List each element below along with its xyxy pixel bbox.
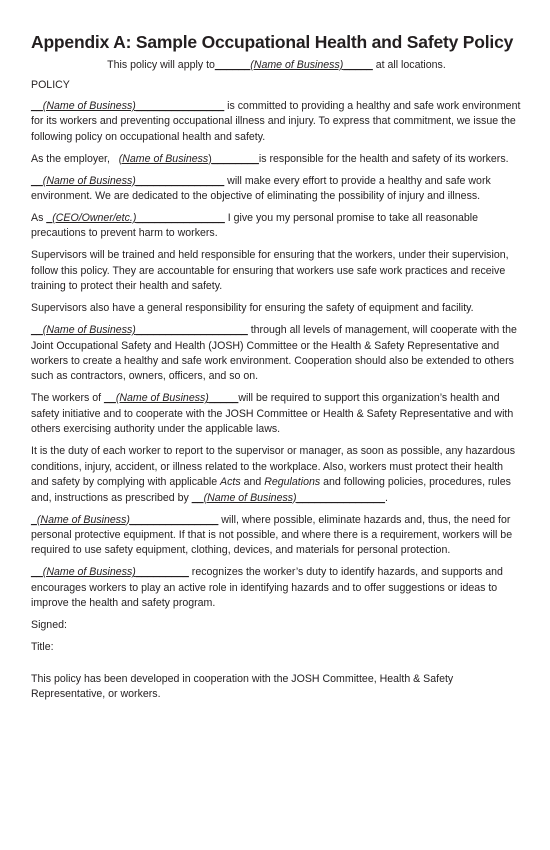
paragraph-text: is committed to providing a healthy and safe work environment for its workers and preventing occupational illness and injury. To express that commitment, we issue the following policy on occupational health and safety. <box>31 99 521 143</box>
paragraph-text: will, where possible, eliminate hazards and, thus, the need for personal protective equipment. If that is not possible, and where there is a requirement, workers will be required to use safety equipment, clothing, devices, and materials for personal protection. <box>31 513 513 557</box>
blank-line: ___________________ <box>135 324 248 337</box>
paragraph-text: and following policies, procedures, rules and, instructions as prescribed by <box>31 476 511 504</box>
blank-placeholder: (Name of Business) <box>250 59 344 71</box>
blank-line: _______________ <box>136 212 225 225</box>
policy-paragraph-2 <box>31 152 522 167</box>
business-name-blank <box>215 59 373 71</box>
paragraph-text: is responsible for the health and safety of its workers. <box>258 152 509 165</box>
blank-placeholder: (Name of Business) <box>115 392 209 405</box>
intro-text: at all locations. <box>372 59 446 71</box>
business-name-blank <box>31 566 189 578</box>
paragraph-text: As <box>31 212 47 225</box>
blank-placeholder: (Name of Business) <box>42 566 136 579</box>
paragraph-text: and <box>240 476 265 489</box>
business-name-blank <box>119 153 259 165</box>
blank-line: ______ <box>214 59 251 71</box>
document-title: Appendix A: Sample Occupational Health and Safety Policy <box>31 32 514 52</box>
blank-line: ________ <box>211 152 259 165</box>
business-name-blank <box>192 492 385 504</box>
blank-line: _____ <box>343 59 373 71</box>
blank-line: __ <box>31 174 43 187</box>
paragraph-text: The workers of <box>31 392 105 405</box>
blank-line: __ <box>191 491 204 504</box>
blank-placeholder: (Name of Business) <box>42 174 136 187</box>
regulations-term: Regulations <box>264 476 321 489</box>
blank-line: __ <box>104 392 116 405</box>
blank-line: __ <box>31 566 43 579</box>
policy-paragraph-7 <box>31 323 522 385</box>
policy-paragraph-9 <box>31 444 522 506</box>
paragraph-text: I give you my personal promise to take all reasonable precautions to prevent harm to workers. <box>31 212 479 240</box>
title-label: Title: <box>31 640 54 653</box>
blank-line: _________ <box>135 566 189 579</box>
blank-placeholder: (Name of Business) <box>42 99 136 112</box>
blank-line: _ <box>31 513 37 526</box>
blank-line: _______________ <box>296 491 385 504</box>
blank-line: ) <box>208 152 212 165</box>
intro-line <box>31 58 522 73</box>
blank-line: __ <box>31 99 43 112</box>
blank-placeholder: (Name of Business <box>118 152 209 165</box>
policy-paragraph-4 <box>31 211 522 242</box>
paragraph-text: As the employer, <box>31 152 119 165</box>
owner-name-blank <box>46 212 224 224</box>
business-name-blank <box>31 324 248 336</box>
blank-placeholder: (Name of Business) <box>203 491 297 504</box>
blank-line: _ <box>46 212 53 225</box>
signed-label: Signed: <box>31 619 67 632</box>
intro-text: This policy will apply to <box>107 59 215 71</box>
blank-line: __ <box>31 324 43 337</box>
blank-line: _______________ <box>135 174 225 187</box>
blank-line: _______________ <box>129 513 219 526</box>
paragraph-text: will be required to support this organization’s health and safety initiative and to cooperate with the JOSH Committee or Health & Safety Representative and with others exercising authority under the applicable laws. <box>31 392 514 436</box>
blank-line: _______________ <box>135 99 225 112</box>
policy-paragraph-10 <box>31 513 522 559</box>
policy-heading: POLICY <box>31 79 70 92</box>
closing-statement: This policy has been developed in cooperation with the JOSH Committee, Health & Safety Representative, or workers. <box>31 672 454 701</box>
policy-paragraph-6: Supervisors also have a general responsibility for ensuring the safety of equipment and facility. <box>31 302 474 315</box>
business-name-blank <box>104 392 238 404</box>
blank-line: _____ <box>208 392 239 405</box>
acts-term: Acts <box>220 476 241 489</box>
paragraph-text: It is the duty of each worker to report to the supervisor or manager, as soon as possible, any hazardous conditions, injury, accident, or illness related to the workplace. Also, workers must protect their health and safety by complying with applicable <box>31 445 516 489</box>
paragraph-text: through all levels of management, will cooperate with the Joint Occupational Safety and Health (JOSH) Committee or the Health & Safety Representative and workers to create a healthy and safe work environment. Cooperation should also be extended to others such as contractors, owners, officers, and so on. <box>31 324 517 383</box>
business-name-blank <box>31 175 224 187</box>
policy-paragraph-8 <box>31 391 522 437</box>
policy-paragraph-1 <box>31 99 522 145</box>
paragraph-text: recognizes the worker’s duty to identify hazards, and supports and encourages workers to play an active role in identifying hazards and to offer suggestions or ideas to improve the health and safety program. <box>31 566 503 610</box>
policy-paragraph-3 <box>31 174 522 205</box>
blank-placeholder: (Name of Business) <box>36 513 130 526</box>
policy-paragraph-11 <box>31 565 522 611</box>
business-name-blank <box>31 514 218 526</box>
policy-paragraph-5: Supervisors will be trained and held responsible for ensuring that the workers, under their supervision, follow this policy. They are accountable for ensuring that workers use safe work practices and receive training to protect their health and safety. <box>31 249 509 293</box>
business-name-blank <box>31 100 224 112</box>
paragraph-text: . <box>384 491 388 504</box>
blank-placeholder: (CEO/Owner/etc.) <box>52 212 137 225</box>
blank-placeholder: (Name of Business) <box>42 324 136 337</box>
paragraph-text: will make every effort to provide a healthy and safe work environment. We are dedicated to the objective of eliminating the possibility of injury and illness. <box>31 174 491 203</box>
